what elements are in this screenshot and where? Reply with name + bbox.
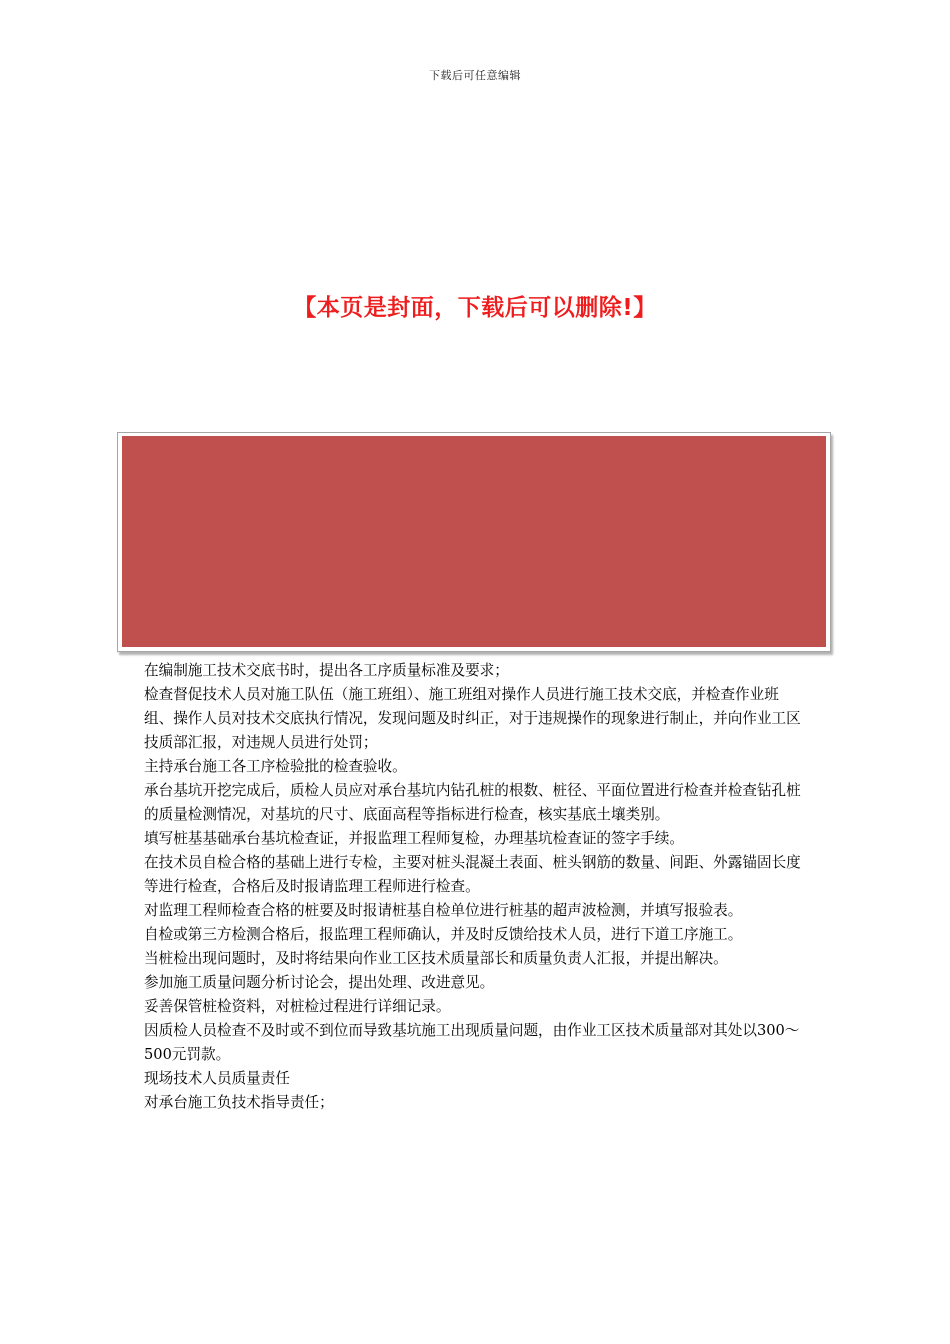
paragraph: 在编制施工技术交底书时，提出各工序质量标准及要求； xyxy=(144,662,509,679)
paragraph: 检查督促技术人员对施工队伍（施工班组）、施工班组对操作人员进行施工技术交底，并检查作业班组、操作人员对技术交底执行情况，发现问题及时纠正，对于违规操作的现象进行制止，并向作业工区技质部汇报，对违规人员进行处罚； xyxy=(144,686,801,751)
cover-notice: 【本页是封面，下载后可以删除!】 xyxy=(293,295,657,321)
paragraph: 主持承台施工各工序检验批的检查验收。 xyxy=(144,758,407,775)
paragraph: 当桩检出现问题时，及时将结果向作业工区技术质量部长和质量负责人汇报，并提出解决。 xyxy=(144,950,728,967)
paragraph: 参加施工质量问题分析讨论会，提出处理、改进意见。 xyxy=(144,974,495,991)
section-heading: 现场技术人员质量责任 xyxy=(144,1070,290,1087)
red-banner xyxy=(117,432,831,652)
paragraph: 自检或第三方检测合格后，报监理工程师确认，并及时反馈给技术人员，进行下道工序施工。 xyxy=(144,926,743,943)
paragraph: 妥善保管桩检资料，对桩检过程进行详细记录。 xyxy=(144,998,451,1015)
paragraph: 在技术员自检合格的基础上进行专检，主要对桩头混凝土表面、桩头钢筋的数量、间距、外露锚固长度等进行检查，合格后及时报请监理工程师进行检查。 xyxy=(144,854,801,895)
page-header: 下载后可任意编辑 xyxy=(429,69,521,82)
paragraph: 因质检人员检查不及时或不到位而导致基坑施工出现质量问题，由作业工区技术质量部对其处以300～500元罚款。 xyxy=(144,1022,800,1063)
paragraph: 对监理工程师检查合格的桩要及时报请桩基自检单位进行桩基的超声波检测，并填写报验表。 xyxy=(144,902,743,919)
paragraph: 填写桩基基础承台基坑检查证，并报监理工程师复检，办理基坑检查证的签字手续。 xyxy=(144,830,684,847)
red-banner-fill xyxy=(122,436,826,647)
paragraph: 承台基坑开挖完成后，质检人员应对承台基坑内钻孔桩的根数、桩径、平面位置进行检查并检查钻孔桩的质量检测情况，对基坑的尺寸、底面高程等指标进行检查，核实基底土壤类别。 xyxy=(144,782,801,823)
paragraph: 对承台施工负技术指导责任； xyxy=(144,1094,334,1111)
document-body xyxy=(144,659,808,1115)
